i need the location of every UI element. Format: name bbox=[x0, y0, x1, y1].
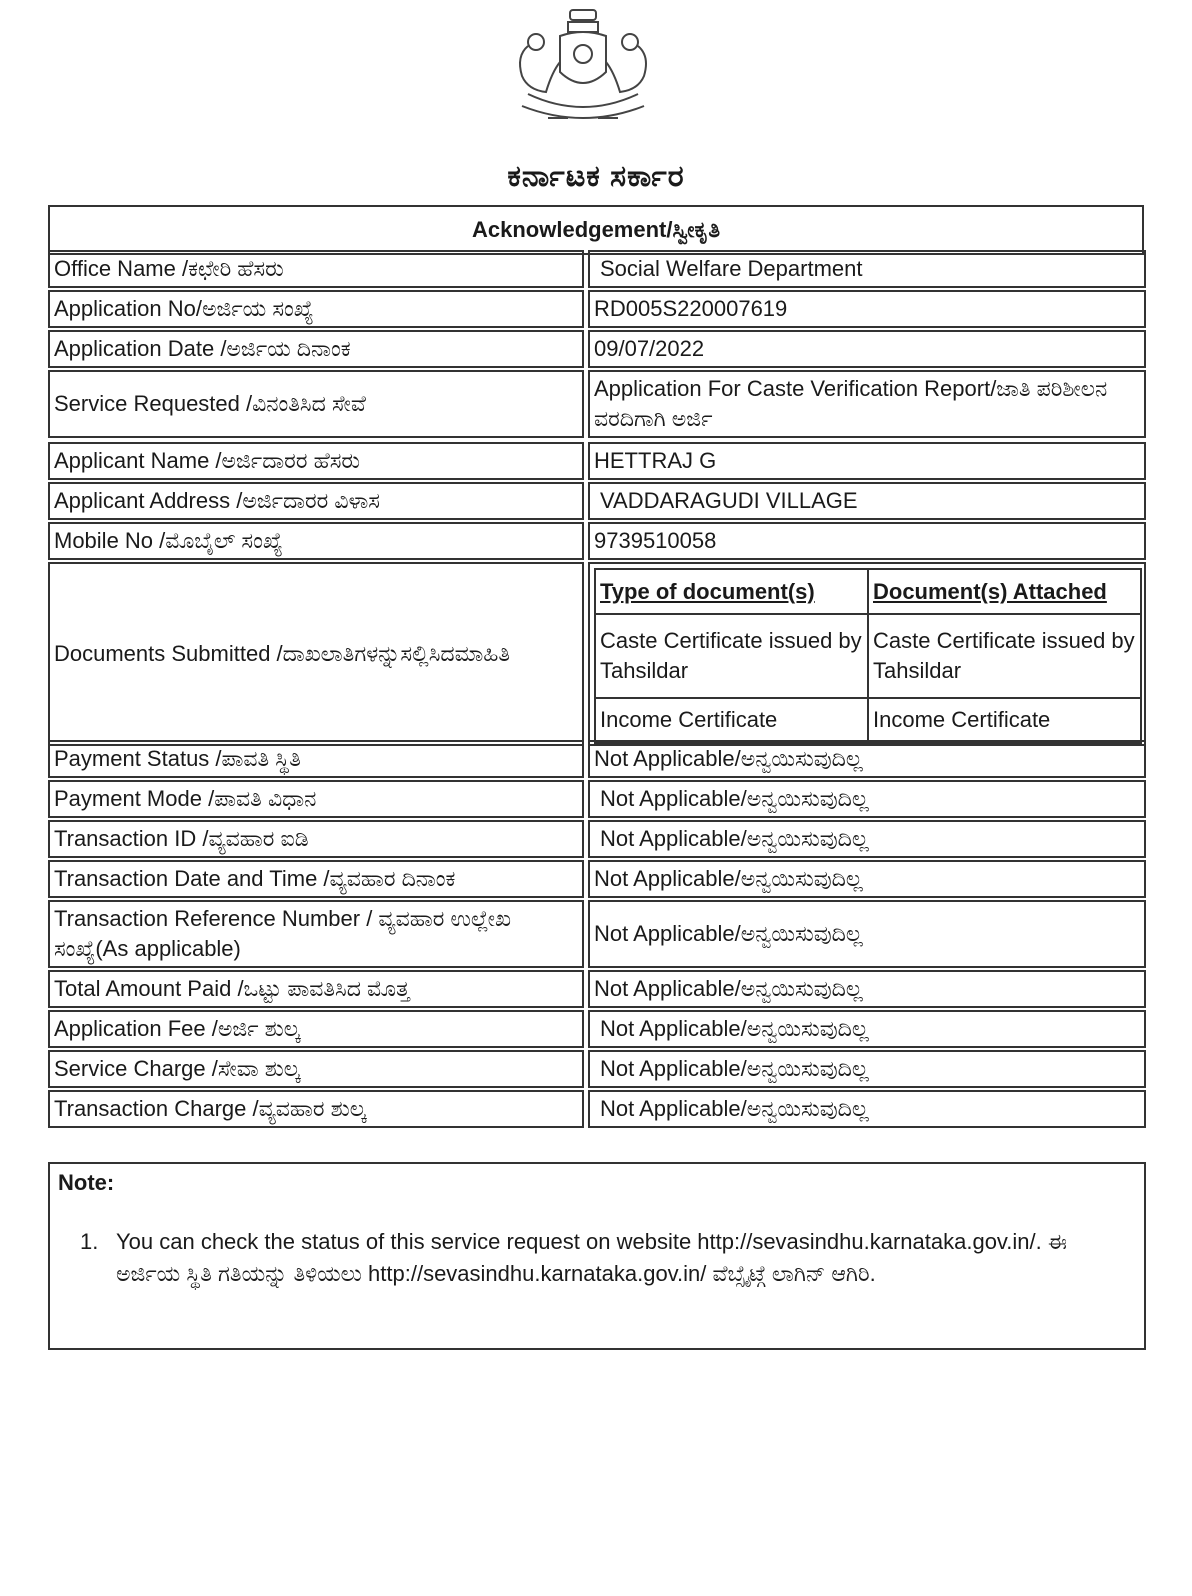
table-row bbox=[48, 1090, 1146, 1128]
government-title: ಕರ್ನಾಟಕ ಸರ್ಕಾರ bbox=[507, 160, 685, 193]
documents-submitted-label: Documents Submitted /ದಾಖಲಾತಿಗಳನ್ನುಸಲ್ಲಿಸಿದಮಾಹಿತಿ bbox=[48, 562, 584, 746]
payment-mode-value: Not Applicable/ಅನ್ವಯಿಸುವುದಿಲ್ಲ bbox=[588, 780, 1146, 818]
karnataka-emblem-icon bbox=[508, 6, 658, 132]
application-date-label: Application Date /ಅರ್ಜಿಯ ದಿನಾಂಕ bbox=[48, 330, 584, 368]
acknowledgement-label: Acknowledgement/ಸ್ವೀಕೃತಿ bbox=[472, 217, 720, 242]
note-title: Note: bbox=[58, 1170, 115, 1195]
list-item bbox=[80, 1226, 1080, 1290]
table-row bbox=[48, 860, 1146, 898]
table-row bbox=[595, 614, 1141, 697]
documents-header-row bbox=[595, 569, 1141, 614]
type-of-documents-header: Type of document(s) bbox=[595, 569, 868, 614]
transaction-date-label: Transaction Date and Time /ವ್ಯವಹಾರ ದಿನಾಂಕ bbox=[48, 860, 584, 898]
total-amount-paid-label: Total Amount Paid /ಒಟ್ಟು ಪಾವತಿಸಿದ ಮೊತ್ತ bbox=[48, 970, 584, 1008]
application-date-value: 09/07/2022 bbox=[588, 330, 1146, 368]
application-no-value: RD005S220007619 bbox=[588, 290, 1146, 328]
documents-cell bbox=[588, 562, 1146, 746]
table-row bbox=[48, 442, 1146, 480]
documents-row bbox=[48, 562, 1146, 746]
application-fee-value: Not Applicable/ಅನ್ವಯಿಸುವುದಿಲ್ಲ bbox=[588, 1010, 1146, 1048]
table-row bbox=[48, 250, 1146, 288]
table-row bbox=[48, 820, 1146, 858]
application-no-label: Application No/ಅರ್ಜಿಯ ಸಂಖ್ಯೆ bbox=[48, 290, 584, 328]
document-type-cell: Caste Certificate issued by Tahsildar bbox=[595, 614, 868, 697]
application-fee-label: Application Fee /ಅರ್ಜಿ ಶುಲ್ಕ bbox=[48, 1010, 584, 1048]
service-requested-label: Service Requested /ವಿನಂತಿಸಿದ ಸೇವೆ bbox=[48, 370, 584, 438]
payment-status-value: Not Applicable/ಅನ್ವಯಿಸುವುದಿಲ್ಲ bbox=[588, 740, 1146, 778]
transaction-id-label: Transaction ID /ವ್ಯವಹಾರ ಐಡಿ bbox=[48, 820, 584, 858]
table-row bbox=[48, 330, 1146, 368]
payment-status-label: Payment Status /ಪಾವತಿ ಸ್ಥಿತಿ bbox=[48, 740, 584, 778]
table-row bbox=[48, 1050, 1146, 1088]
mobile-no-label: Mobile No /ಮೊಬೈಲ್ ಸಂಖ್ಯೆ bbox=[48, 522, 584, 560]
service-requested-value: Application For Caste Verification Report/ಜಾತಿ ಪರಿಶೀಲನ ವರದಿಗಾಗಿ ಅರ್ಜಿ bbox=[588, 370, 1146, 438]
documents-attached-header: Document(s) Attached bbox=[868, 569, 1141, 614]
table-row bbox=[48, 780, 1146, 818]
service-charge-label: Service Charge /ಸೇವಾ ಶುಲ್ಕ bbox=[48, 1050, 584, 1088]
applicant-name-value: HETTRAJ G bbox=[588, 442, 1146, 480]
documents-table-wrapper bbox=[594, 568, 1142, 744]
payment-mode-label: Payment Mode /ಪಾವತಿ ವಿಧಾನ bbox=[48, 780, 584, 818]
table-row bbox=[48, 370, 1146, 438]
document-attached-cell: Caste Certificate issued by Tahsildar bbox=[868, 614, 1141, 697]
transaction-reference-label: Transaction Reference Number / ವ್ಯವಹಾರ ಉಲ್ಲೇಖ ಸಂಖ್ಯೆ(As applicable) bbox=[48, 900, 584, 968]
note-box bbox=[48, 1162, 1146, 1350]
applicant-name-label: Applicant Name /ಅರ್ಜಿದಾರರ ಹೆಸರು bbox=[48, 442, 584, 480]
office-name-label: Office Name /ಕಛೇರಿ ಹೆಸರು bbox=[48, 250, 584, 288]
applicant-address-label: Applicant Address /ಅರ್ಜಿದಾರರ ವಿಳಾಸ bbox=[48, 482, 584, 520]
table-row bbox=[48, 522, 1146, 560]
document-type-cell: Income Certificate bbox=[595, 698, 868, 743]
mobile-no-value: 9739510058 bbox=[588, 522, 1146, 560]
table-row bbox=[48, 290, 1146, 328]
service-charge-value: Not Applicable/ಅನ್ವಯಿಸುವುದಿಲ್ಲ bbox=[588, 1050, 1146, 1088]
table-row bbox=[48, 1010, 1146, 1048]
documents-table bbox=[594, 568, 1142, 744]
table-row bbox=[595, 698, 1141, 743]
transaction-charge-label: Transaction Charge /ವ್ಯವಹಾರ ಶುಲ್ಕ bbox=[48, 1090, 584, 1128]
acknowledgement-title bbox=[48, 205, 1144, 255]
transaction-reference-value: Not Applicable/ಅನ್ವಯಿಸುವುದಿಲ್ಲ bbox=[588, 900, 1146, 968]
transaction-charge-value: Not Applicable/ಅನ್ವಯಿಸುವುದಿಲ್ಲ bbox=[588, 1090, 1146, 1128]
total-amount-paid-value: Not Applicable/ಅನ್ವಯಿಸುವುದಿಲ್ಲ bbox=[588, 970, 1146, 1008]
note-item-number: 1. bbox=[80, 1229, 99, 1254]
note-item-text: You can check the status of this service request on website http://sevasindhu.karnataka.gov.in/. ಈ ಅರ್ಜಿಯ ಸ್ಥಿತಿ ಗತಿಯನ್ನು ತಿಳಿಯಲು http://sevasindhu.karnataka.gov.in/ ವೆಬ್ಸೈಟ್ಗೆ ಲಾಗಿನ್ ಆಗಿರಿ. bbox=[116, 1229, 1067, 1286]
office-name-value: Social Welfare Department bbox=[588, 250, 1146, 288]
table-row bbox=[48, 970, 1146, 1008]
table-row bbox=[48, 740, 1146, 778]
document-attached-cell: Income Certificate bbox=[868, 698, 1141, 743]
table-row bbox=[48, 900, 1146, 968]
transaction-id-value: Not Applicable/ಅನ್ವಯಿಸುವುದಿಲ್ಲ bbox=[588, 820, 1146, 858]
table-row bbox=[48, 482, 1146, 520]
applicant-address-value: VADDARAGUDI VILLAGE bbox=[588, 482, 1146, 520]
transaction-date-value: Not Applicable/ಅನ್ವಯಿಸುವುದಿಲ್ಲ bbox=[588, 860, 1146, 898]
